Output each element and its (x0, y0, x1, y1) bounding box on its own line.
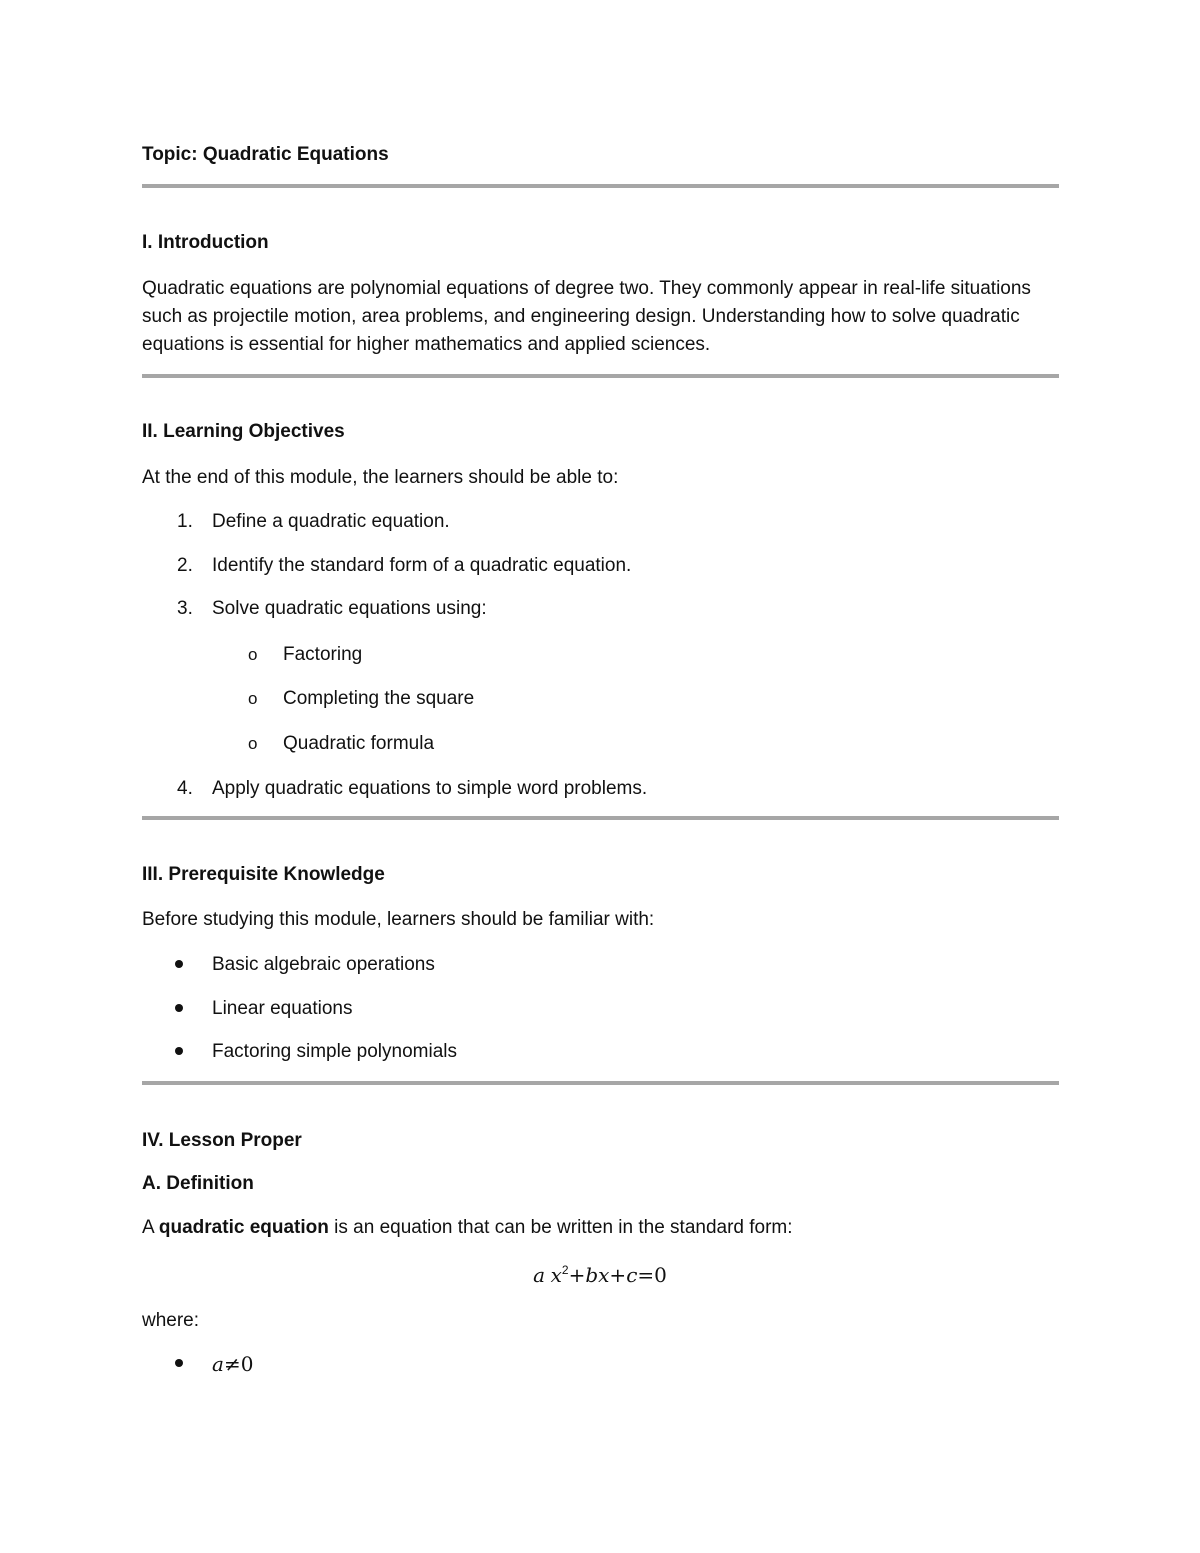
bullet-icon (175, 1004, 183, 1012)
definition-lead: A (142, 1217, 154, 1238)
objectives-heading: II. Learning Objectives (142, 421, 345, 442)
objective-number: 1. (177, 511, 193, 532)
page-title: Topic: Quadratic Equations (142, 144, 389, 165)
not-equal-symbol: ≠ (223, 1352, 241, 1376)
where-label: where: (142, 1310, 200, 1331)
eq-variable-x: x (550, 1263, 562, 1287)
lesson-heading: IV. Lesson Proper (142, 1130, 302, 1151)
eq-plus: + (609, 1263, 627, 1287)
definition-sentence (142, 1214, 793, 1242)
objective-text: Solve quadratic equations using: (212, 598, 487, 619)
circle-bullet-icon: o (248, 734, 258, 753)
eq-exponent: 2 (561, 1263, 569, 1277)
eq-term-c: c (626, 1263, 638, 1287)
method-text: Quadratic formula (283, 733, 435, 754)
method-text: Factoring (283, 644, 363, 665)
section-divider (142, 374, 1059, 378)
definition-subheading: A. Definition (142, 1173, 254, 1194)
introduction-paragraph: Quadratic equations are polynomial equations of degree two. They commonly appear in real-life situations such as projectile motion, area problems, and engineering design. Understanding how to solve quadratic equations is essential for higher mathematics and applied sciences. (142, 278, 1031, 355)
section-divider (142, 184, 1059, 188)
objectives-intro: At the end of this module, the learners should be able to: (142, 467, 619, 488)
objective-text: Apply quadratic equations to simple word problems. (212, 778, 648, 799)
objective-text: Define a quadratic equation. (212, 511, 450, 532)
eq-equals: = (637, 1263, 655, 1287)
prerequisite-text: Factoring simple polynomials (212, 1041, 457, 1062)
standard-form-equation (142, 1261, 1058, 1290)
circle-bullet-icon: o (248, 645, 258, 664)
condition-value: 0 (240, 1352, 254, 1376)
objective-text: Identify the standard form of a quadratic equation. (212, 555, 632, 576)
prerequisites-intro: Before studying this module, learners should be familiar with: (142, 909, 655, 930)
definition-term: quadratic equation (158, 1217, 329, 1238)
condition-variable: a (212, 1352, 224, 1376)
eq-zero: 0 (654, 1263, 667, 1287)
eq-term-bx: bx (585, 1263, 610, 1287)
bullet-icon (175, 1359, 183, 1367)
circle-bullet-icon: o (248, 689, 258, 708)
section-divider (142, 816, 1059, 820)
bullet-icon (175, 1047, 183, 1055)
objective-number: 3. (177, 598, 193, 619)
condition-expression (212, 1350, 253, 1379)
section-divider (142, 1081, 1059, 1085)
objective-number: 4. (177, 778, 193, 799)
prerequisite-text: Basic algebraic operations (212, 954, 435, 975)
definition-rest: is an equation that can be written in the standard form: (334, 1217, 793, 1238)
prerequisites-heading: III. Prerequisite Knowledge (142, 864, 385, 885)
bullet-icon (175, 960, 183, 968)
prerequisite-text: Linear equations (212, 998, 353, 1019)
method-text: Completing the square (283, 688, 475, 709)
introduction-heading: I. Introduction (142, 232, 269, 253)
eq-plus: + (568, 1263, 586, 1287)
eq-coefficient-a: a (533, 1263, 546, 1287)
objective-number: 2. (177, 555, 193, 576)
